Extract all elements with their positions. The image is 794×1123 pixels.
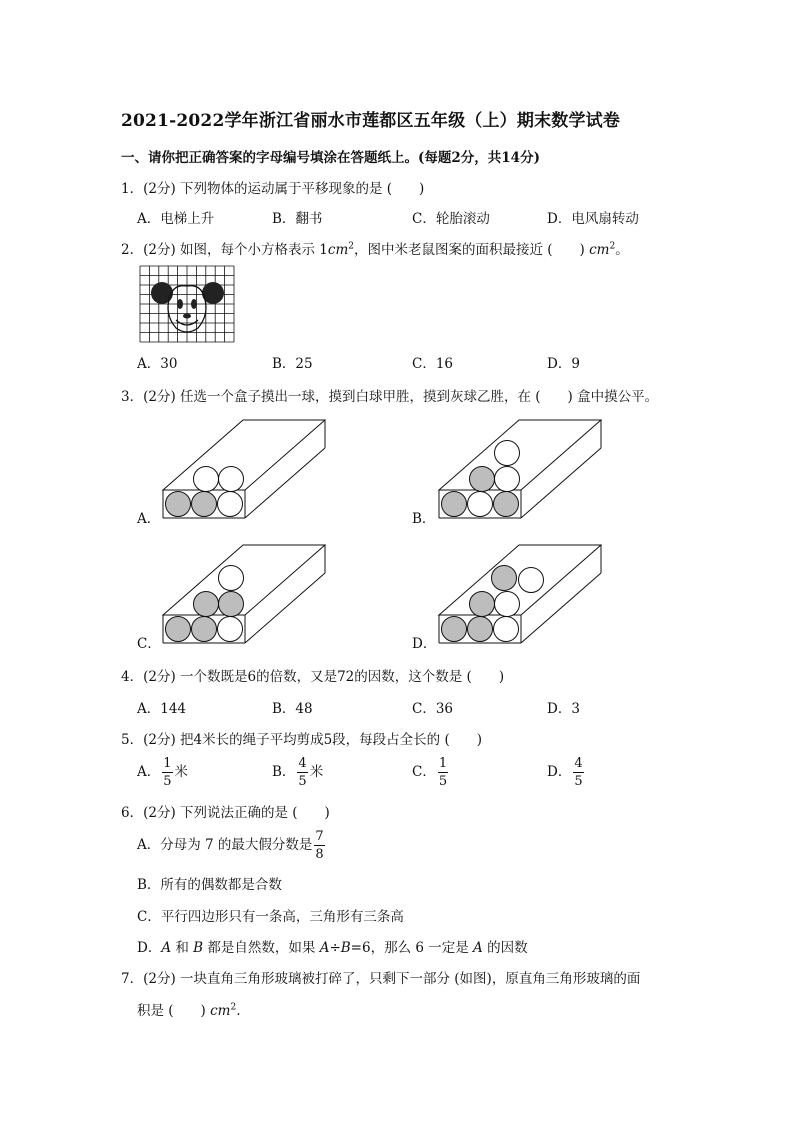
- question-5-option-b[interactable]: B． $\frac{4}{5}$ 米: [272, 756, 324, 789]
- question-6-option-c[interactable]: C．平行四边形只有一条高，三角形有三条高: [137, 909, 404, 925]
- box-d-ball-white: [495, 592, 520, 617]
- question-2-option-b[interactable]: B．25: [272, 356, 313, 372]
- question-1-option-d[interactable]: D．电风扇转动: [547, 211, 639, 227]
- box-a-ball-white: [219, 467, 244, 492]
- box-c-ball-white: [218, 617, 243, 642]
- question-2-stem: 2．(2分) 如图，每个小方格表示 $1cm^2$，图中米老鼠图案的面积最接近 ( ) $cm^2$。: [121, 241, 629, 258]
- box-b-ball-white: [495, 441, 520, 466]
- question-4-stem: 4．(2分) 一个数既是6的倍数，又是72的因数，这个数是 ( ): [121, 669, 505, 685]
- mickey-right-eye: [191, 299, 197, 309]
- mickey-left-eye: [177, 299, 183, 309]
- mickey-nose: [183, 314, 191, 319]
- box-a-ball-gray: [166, 492, 191, 517]
- box-a-label[interactable]: A．: [137, 511, 161, 527]
- question-1-stem: 1．(2分) 下列物体的运动属于平移现象的是 ( ): [121, 181, 425, 197]
- box-b-ball-gray: [494, 492, 519, 517]
- question-2-option-d[interactable]: D．9: [547, 356, 580, 372]
- box-b-label[interactable]: B．: [412, 511, 436, 527]
- question-6-option-a[interactable]: A．分母为 7 的最大假分数是 $\frac{7}{8}$: [137, 829, 324, 862]
- question-5-option-d[interactable]: D． $\frac{4}{5}$: [547, 756, 583, 789]
- box-a-ball-gray: [192, 492, 217, 517]
- question-3-stem: 3．(2分) 任选一个盒子摸出一球，摸到白球甲胜，摸到灰球乙胜，在 ( ) 盒中摸公平。: [121, 389, 659, 405]
- box-c-ball-gray: [219, 592, 244, 617]
- question-1-option-b[interactable]: B．翻书: [272, 211, 323, 227]
- section-heading: 一、请你把正确答案的字母编号填涂在答题纸上。(每题2分，共14分): [121, 150, 540, 166]
- question-1-option-c[interactable]: C．轮胎滚动: [412, 211, 490, 227]
- question-2-option-a[interactable]: A．30: [137, 356, 178, 372]
- box-c-ball-gray: [166, 617, 191, 642]
- box-c-ball-white: [219, 566, 244, 591]
- box-d-label[interactable]: D．: [412, 636, 437, 652]
- question-2-option-c[interactable]: C．16: [412, 356, 454, 372]
- box-b-ball-white: [468, 492, 493, 517]
- box-a-figure: [163, 418, 328, 520]
- box-b-figure: [439, 418, 604, 520]
- box-c-figure: [163, 543, 328, 645]
- question-7-stem-line2: 积是 ( ) $cm^2$.: [137, 1002, 241, 1019]
- box-d-figure: [439, 543, 604, 645]
- question-5-option-c[interactable]: C． $\frac{1}{5}$: [412, 756, 448, 789]
- question-5-stem: 5．(2分) 把4米长的绳子平均剪成5段，每段占全长的 ( ): [121, 732, 483, 748]
- box-a-ball-white: [218, 492, 243, 517]
- question-1-option-a[interactable]: A．电梯上升: [137, 211, 215, 227]
- question-6-option-b[interactable]: B．所有的偶数都是合数: [137, 877, 282, 893]
- question-6-option-d[interactable]: D．A 和 B 都是自然数，如果 A÷B=6，那么 6 一定是 A 的因数: [137, 940, 528, 956]
- mickey-left-ear: [151, 282, 173, 304]
- box-b-ball-gray: [442, 492, 467, 517]
- question-4-option-c[interactable]: C．36: [412, 701, 454, 717]
- question-4-option-d[interactable]: D．3: [547, 701, 580, 717]
- question-5-option-a[interactable]: A． $\frac{1}{5}$ 米: [137, 756, 189, 789]
- question-4-option-b[interactable]: B．48: [272, 701, 313, 717]
- box-b-ball-white: [495, 467, 520, 492]
- box-a-ball-white: [194, 467, 219, 492]
- box-c-label[interactable]: C．: [137, 636, 161, 652]
- box-d-ball-white: [519, 568, 544, 593]
- question-7-stem-line1: 7．(2分) 一块直角三角形玻璃被打碎了，只剩下一部分 (如图)，原直角三角形玻璃的面: [121, 971, 641, 987]
- box-d-ball-gray: [470, 592, 495, 617]
- box-d-ball-gray: [468, 617, 493, 642]
- box-d-ball-gray: [442, 617, 467, 642]
- box-d-ball-white: [494, 617, 519, 642]
- box-b-ball-gray: [470, 467, 495, 492]
- box-d-ball-gray: [492, 566, 517, 591]
- box-c-ball-gray: [194, 592, 219, 617]
- question-6-stem: 6．(2分) 下列说法正确的是 ( ): [121, 805, 330, 821]
- page-title: 2021-2022学年浙江省丽水市莲都区五年级（上）期末数学试卷: [121, 111, 621, 131]
- question-4-option-a[interactable]: A．144: [137, 701, 187, 717]
- mickey-grid-figure: [140, 266, 234, 342]
- box-c-ball-gray: [192, 617, 217, 642]
